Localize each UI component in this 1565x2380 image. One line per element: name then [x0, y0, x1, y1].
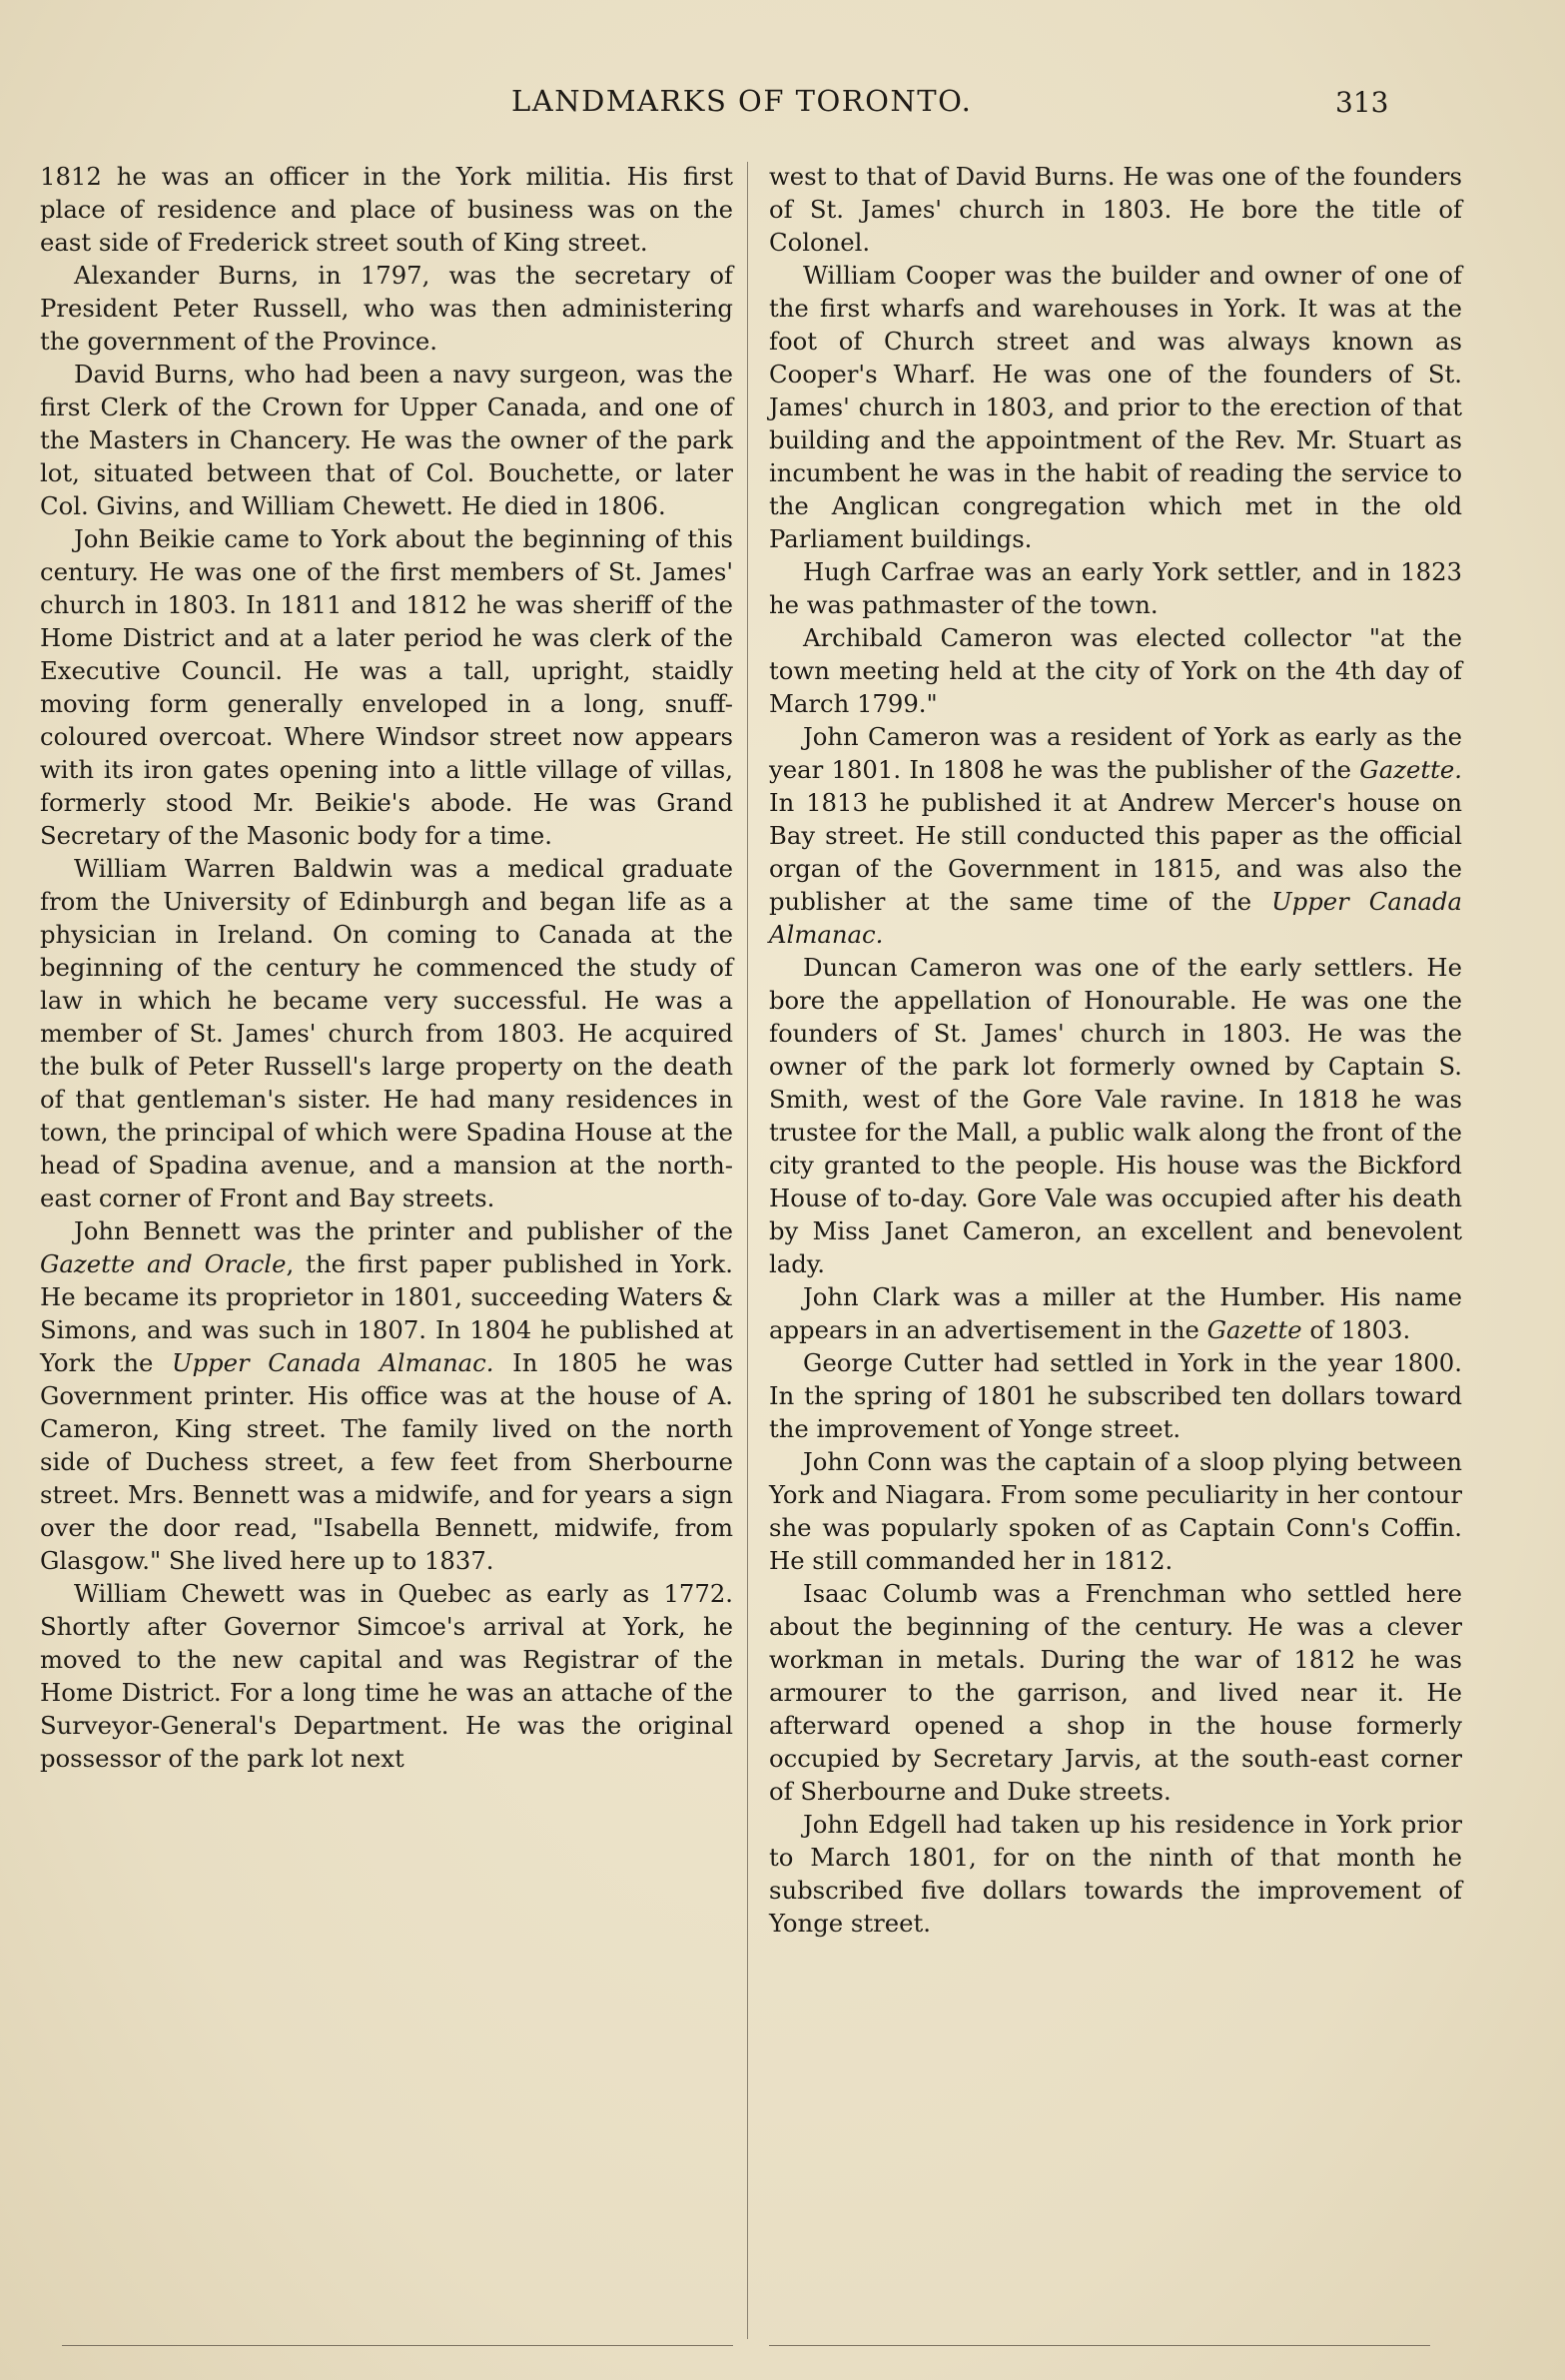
text-run: John Clark was a miller at the Humber. His name appears in an advertisement in the — [769, 1282, 1462, 1344]
paragraph: William Chewett was in Quebec as early as 1772. Shortly after Governor Simcoe's arrival at York, he moved to the new capital and was Registrar of the Home District. For a long time he was an attache of the Surveyor-General's Department. He was the original possessor of the park lot next — [40, 1579, 733, 1773]
bottom-rule — [62, 2345, 733, 2346]
paragraph: William Cooper was the builder and owner of one of the first wharfs and warehouses in York. It was at the foot of Church street and was always known as Cooper's Wharf. He was one of the founders of St. James' church in 1803, and prior to the erection of that building and the appointment of the Rev. Mr. Stuart as incumbent he was in the habit of reading the service to the Anglican congregation which met in the old Parliament buildings. — [769, 261, 1462, 553]
left-column — [40, 160, 733, 1775]
paragraph: Hugh Carfrae was an early York settler, and in 1823 he was pathmaster of the town. — [769, 557, 1462, 619]
paragraph: George Cutter had settled in York in the year 1800. In the spring of 1801 he subscribed ten dollars toward the improvement of Yonge street. — [769, 1348, 1462, 1443]
italic-title: Gazette — [1206, 1315, 1302, 1344]
italic-title: Gazette. — [1359, 755, 1462, 784]
paragraph: 1812 he was an officer in the York militia. His first place of residence and place of business was on the east side of Frederick street south of King street. — [40, 162, 733, 257]
text-run: John Cameron was a resident of York as early as the year 1801. In 1808 he was the publisher of the — [769, 722, 1462, 784]
paragraph: Isaac Columb was a Frenchman who settled here about the beginning of the century. He was a clever workman in metals. During the war of 1812 he was armourer to the garrison, and lived near it. He afterward opened a shop in the house formerly occupied by Secretary Jarvis, at the south-east corner of Sherbourne and Duke streets. — [769, 1579, 1462, 1806]
text-run: John Bennett was the printer and publisher of the — [74, 1216, 733, 1245]
paragraph: John Conn was the captain of a sloop plying between York and Niagara. From some peculiarity in her contour she was popularly spoken of as Captain Conn's Coffin. He still commanded her in 1812. — [769, 1447, 1462, 1575]
running-title: LANDMARKS OF TORONTO. — [511, 84, 973, 118]
text-run: of 1803. — [1301, 1315, 1411, 1344]
paragraph: John Beikie came to York about the beginning of this century. He was one of the first members of St. James' church in 1803. In 1811 and 1812 he was sheriff of the Home District and at a later period he was clerk of the Executive Council. He was a tall, upright, staidly moving form generally enveloped in a long, snuff-coloured overcoat. Where Windsor street now appears with its iron gates opening into a little village of villas, formerly stood Mr. Beikie's abode. He was Grand Secretary of the Masonic body for a time. — [40, 524, 733, 850]
paragraph — [769, 1280, 1462, 1346]
text-run: In 1813 he published it at Andrew Mercer's house on Bay street. He still conducted this paper as the official organ of the Government in 1815, and was also the publisher at the same time of the — [769, 788, 1462, 916]
paragraph: David Burns, who had been a navy surgeon, was the first Clerk of the Crown for Upper Canada, and one of the Masters in Chancery. He was the owner of the park lot, situated between that of Col. Bouchette, or later Col. Givins, and William Chewett. He died in 1806. — [40, 360, 733, 520]
column-divider — [747, 162, 748, 2339]
paragraph — [40, 1214, 733, 1577]
italic-title: Upper Canada Almanac. — [769, 887, 1462, 949]
paragraph: William Warren Baldwin was a medical graduate from the University of Edinburgh and began life as a physician in Ireland. On coming to Canada at the beginning of the century he commenced the study of law in which he became very successful. He was a member of St. James' church from 1803. He acquired the bulk of Peter Russell's large property on the death of that gentleman's sister. He had many residences in town, the principal of which were Spadina House at the head of Spadina avenue, and a mansion at the north-east corner of Front and Bay streets. — [40, 854, 733, 1212]
paragraph: west to that of David Burns. He was one of the founders of St. James' church in 1803. He bore the title of Colonel. — [769, 162, 1462, 257]
bottom-rule — [769, 2345, 1430, 2346]
text-run: In 1805 he was Government printer. His office was at the house of A. Cameron, King street. The family lived on the north side of Duchess street, a few feet from Sherbourne street. Mrs. Bennett was a midwife, and for years a sign over the door read, "Isabella Bennett, midwife, from Glasgow." She lived here up to 1837. — [40, 1348, 733, 1575]
paragraph: Archibald Cameron was elected collector "at the town meeting held at the city of York on the 4th day of March 1799." — [769, 623, 1462, 718]
paragraph — [769, 720, 1462, 951]
paragraph: Duncan Cameron was one of the early settlers. He bore the appellation of Honourable. He was one the founders of St. James' church in 1803. He was the owner of the park lot formerly owned by Captain S. Smith, west of the Gore Vale ravine. In 1818 he was trustee for the Mall, a public walk along the front of the city granted to the people. His house was the Bickford House of to-day. Gore Vale was occupied after his death by Miss Janet Cameron, an excellent and benevolent lady. — [769, 953, 1462, 1278]
italic-title: Upper Canada Almanac. — [172, 1348, 494, 1377]
text-run: , the first paper published in York. He became its proprietor in 1801, succeeding Waters & Simons, and was such in 1807. In 1804 he published at York the — [40, 1249, 733, 1377]
page-number: 313 — [1335, 86, 1389, 119]
paragraph: John Edgell had taken up his residence in York prior to March 1801, for on the ninth of that month he subscribed five dollars towards the improvement of Yonge street. — [769, 1810, 1462, 1938]
paragraph: Alexander Burns, in 1797, was the secretary of President Peter Russell, who was then administering the government of the Province. — [40, 261, 733, 356]
italic-title: Gazette and Oracle — [40, 1249, 287, 1278]
running-header — [0, 84, 1565, 130]
right-column — [769, 160, 1462, 1940]
